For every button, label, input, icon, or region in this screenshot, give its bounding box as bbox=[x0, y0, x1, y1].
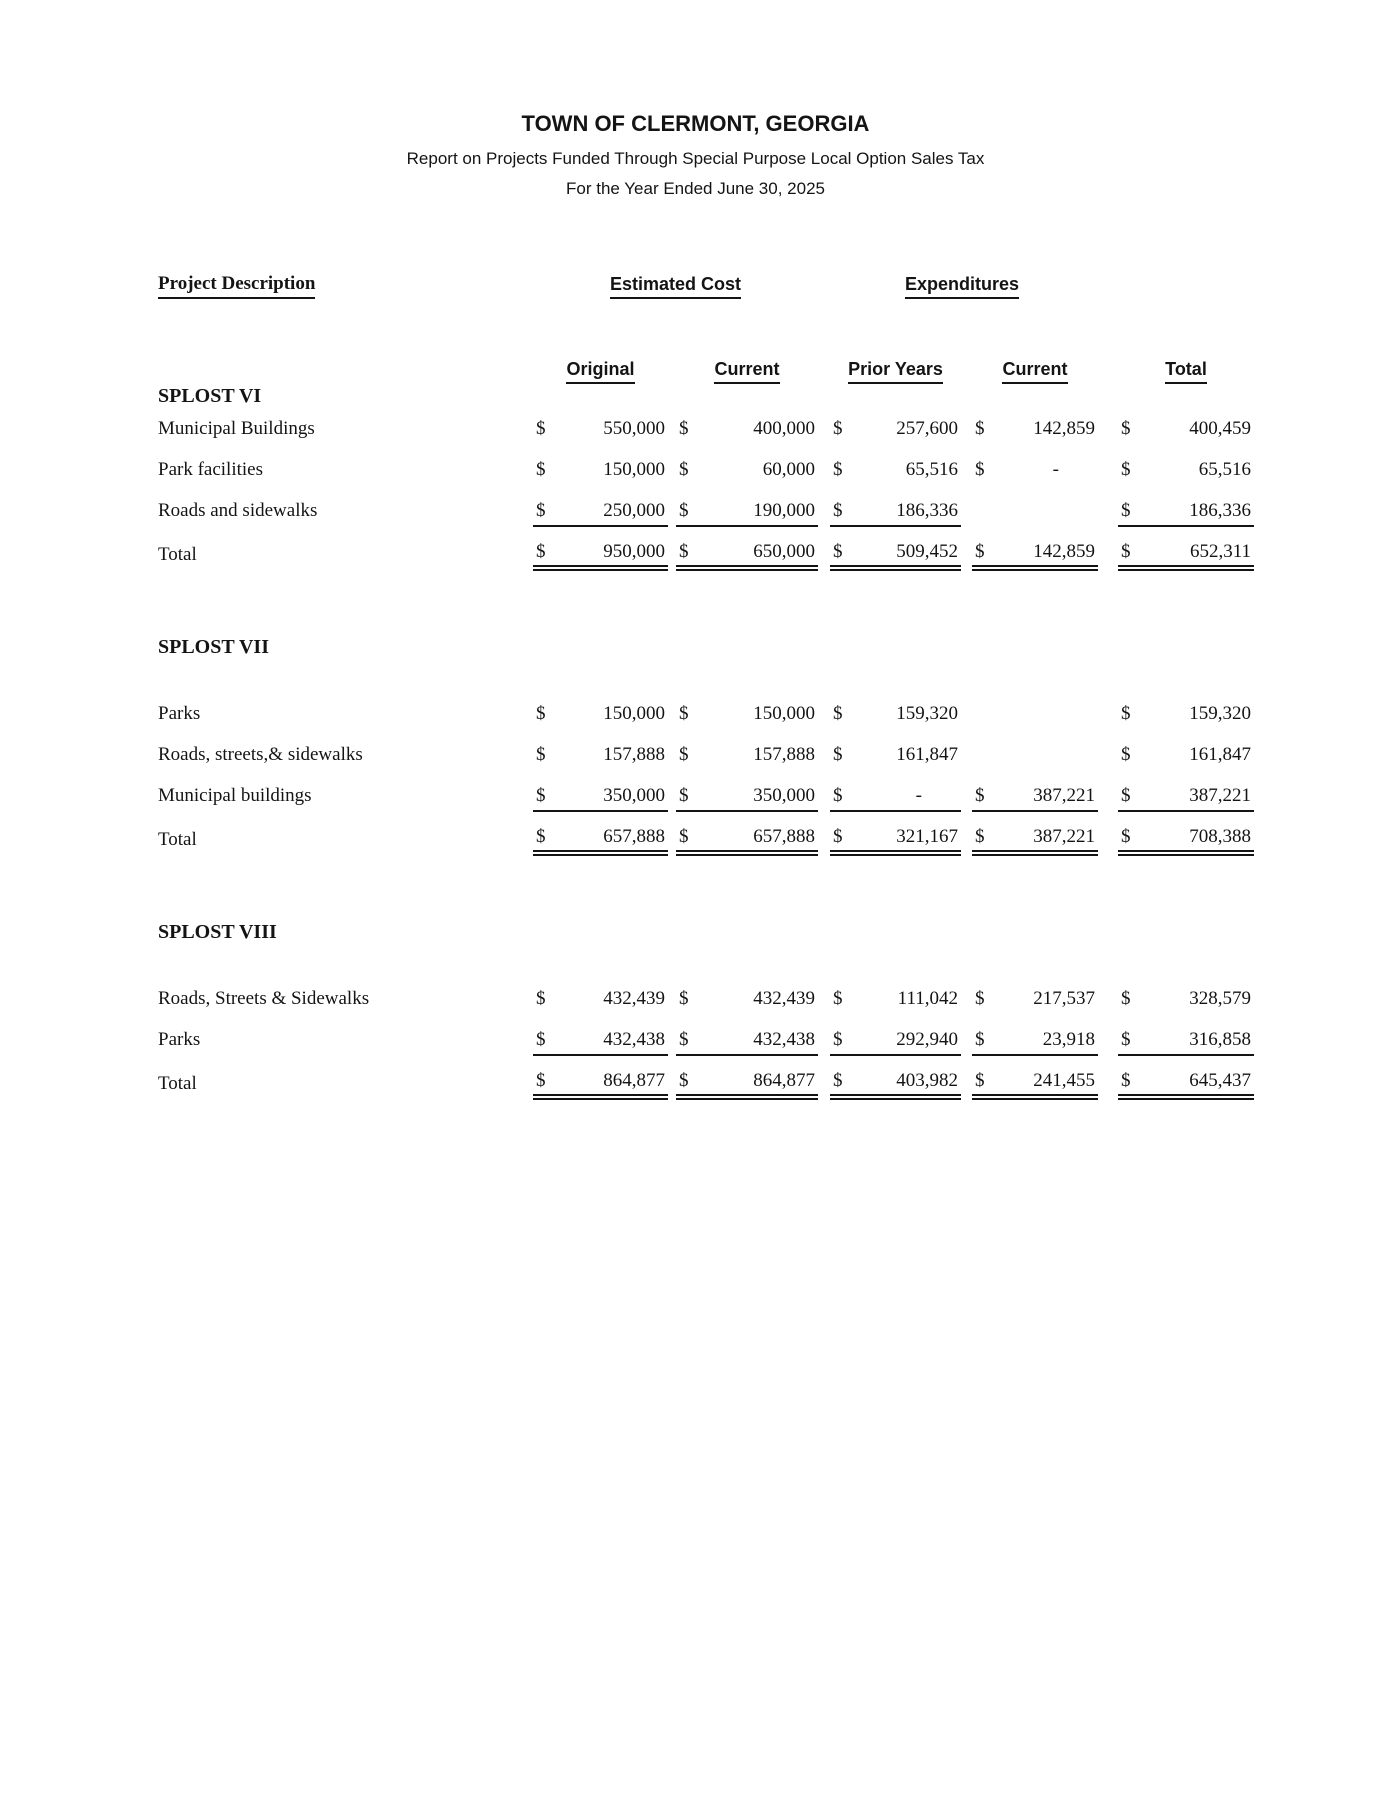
cell-value: 159,320 bbox=[896, 703, 958, 724]
amount bbox=[676, 418, 818, 445]
money-cell bbox=[1098, 826, 1254, 856]
section-title: SPLOST VI bbox=[158, 385, 262, 407]
column-header-current-exp: Current bbox=[961, 359, 1098, 384]
project-description-header: Project Description bbox=[158, 273, 533, 299]
currency-symbol: $ bbox=[833, 418, 843, 439]
money-cell bbox=[1098, 418, 1254, 445]
amount bbox=[972, 988, 1098, 1015]
amount bbox=[830, 744, 961, 771]
money-cell bbox=[533, 1070, 668, 1100]
total-row bbox=[158, 1070, 1254, 1100]
cell-value: 241,455 bbox=[1033, 1070, 1095, 1091]
table-row bbox=[158, 418, 1254, 445]
currency-symbol: $ bbox=[975, 785, 985, 806]
cell-value: 650,000 bbox=[753, 541, 815, 562]
currency-symbol: $ bbox=[536, 988, 546, 1009]
amount bbox=[676, 500, 818, 527]
column-header-original: Original bbox=[533, 359, 668, 384]
cell-value: 321,167 bbox=[896, 826, 958, 847]
total-row bbox=[158, 541, 1254, 571]
money-cell bbox=[668, 541, 818, 571]
table-row bbox=[158, 1029, 1254, 1056]
currency-symbol: $ bbox=[975, 541, 985, 562]
money-cell bbox=[961, 770, 1098, 771]
amount bbox=[1118, 744, 1254, 771]
currency-symbol: $ bbox=[536, 500, 546, 521]
money-cell bbox=[533, 1029, 668, 1056]
amount bbox=[676, 1029, 818, 1056]
currency-symbol: $ bbox=[679, 785, 689, 806]
cell-value: 23,918 bbox=[1042, 1029, 1095, 1050]
amount bbox=[1118, 500, 1254, 527]
row-label: Total bbox=[158, 829, 197, 850]
money-cell bbox=[533, 744, 668, 771]
money-cell bbox=[1098, 1029, 1254, 1056]
cell-value: 60,000 bbox=[762, 459, 815, 480]
currency-symbol: $ bbox=[975, 826, 985, 847]
currency-symbol: $ bbox=[833, 988, 843, 1009]
cell-value: 387,221 bbox=[1033, 785, 1095, 806]
amount bbox=[830, 988, 961, 1015]
row-label: Parks bbox=[158, 703, 201, 724]
amount bbox=[1118, 541, 1254, 571]
amount bbox=[533, 744, 668, 771]
cell-value: 292,940 bbox=[896, 1029, 958, 1050]
currency-symbol: $ bbox=[1121, 541, 1131, 562]
currency-symbol: $ bbox=[679, 826, 689, 847]
amount bbox=[533, 703, 668, 730]
cell-value: 387,221 bbox=[1189, 785, 1251, 806]
amount bbox=[533, 1070, 668, 1100]
amount bbox=[676, 826, 818, 856]
cell-value: 645,437 bbox=[1189, 1070, 1251, 1091]
table-row bbox=[158, 988, 1254, 1015]
currency-symbol: $ bbox=[679, 541, 689, 562]
amount bbox=[972, 1070, 1098, 1100]
column-header-current-est: Current bbox=[668, 359, 818, 384]
section-title-row bbox=[158, 920, 1254, 949]
money-cell bbox=[818, 500, 961, 527]
amount bbox=[676, 785, 818, 812]
currency-symbol: $ bbox=[536, 1029, 546, 1050]
currency-symbol: $ bbox=[1121, 703, 1131, 724]
group-header-row bbox=[158, 273, 1254, 299]
amount bbox=[830, 1029, 961, 1056]
currency-symbol: $ bbox=[679, 703, 689, 724]
blank-spacer bbox=[158, 949, 1254, 983]
row-label: Park facilities bbox=[158, 459, 263, 480]
amount bbox=[830, 1070, 961, 1100]
currency-symbol: $ bbox=[975, 1029, 985, 1050]
amount bbox=[676, 459, 818, 486]
currency-symbol: $ bbox=[833, 703, 843, 724]
money-cell bbox=[533, 418, 668, 445]
section-title: SPLOST VII bbox=[158, 636, 269, 658]
cell-value: 150,000 bbox=[603, 459, 665, 480]
cell-value: - bbox=[1052, 459, 1059, 480]
table-row bbox=[158, 744, 1254, 771]
currency-symbol: $ bbox=[975, 459, 985, 480]
money-cell bbox=[818, 988, 961, 1015]
total-row bbox=[158, 826, 1254, 856]
money-cell bbox=[961, 826, 1098, 856]
money-cell bbox=[533, 988, 668, 1015]
cell-value: 328,579 bbox=[1189, 988, 1251, 1009]
currency-symbol: $ bbox=[833, 459, 843, 480]
currency-symbol: $ bbox=[975, 418, 985, 439]
amount bbox=[830, 826, 961, 856]
currency-symbol: $ bbox=[833, 744, 843, 765]
amount bbox=[830, 500, 961, 527]
table-row bbox=[158, 459, 1254, 486]
amount bbox=[676, 541, 818, 571]
cell-value: 157,888 bbox=[753, 744, 815, 765]
currency-symbol: $ bbox=[679, 1029, 689, 1050]
currency-symbol: $ bbox=[536, 541, 546, 562]
currency-symbol: $ bbox=[536, 1070, 546, 1091]
amount bbox=[1118, 418, 1254, 445]
money-cell bbox=[1098, 459, 1254, 486]
amount bbox=[972, 459, 1098, 486]
cell-value: 150,000 bbox=[753, 703, 815, 724]
money-cell bbox=[1098, 541, 1254, 571]
currency-symbol: $ bbox=[1121, 988, 1131, 1009]
currency-symbol: $ bbox=[679, 1070, 689, 1091]
cell-value: 250,000 bbox=[603, 500, 665, 521]
currency-symbol: $ bbox=[536, 744, 546, 765]
currency-symbol: $ bbox=[1121, 785, 1131, 806]
money-cell bbox=[1098, 785, 1254, 812]
money-cell bbox=[533, 500, 668, 527]
currency-symbol: $ bbox=[1121, 744, 1131, 765]
currency-symbol: $ bbox=[679, 500, 689, 521]
money-cell bbox=[818, 826, 961, 856]
amount bbox=[533, 459, 668, 486]
currency-symbol: $ bbox=[833, 541, 843, 562]
cell-value: 403,982 bbox=[896, 1070, 958, 1091]
amount bbox=[1118, 1070, 1254, 1100]
money-cell bbox=[961, 418, 1098, 445]
money-cell bbox=[818, 418, 961, 445]
currency-symbol: $ bbox=[536, 459, 546, 480]
money-cell bbox=[961, 526, 1098, 527]
cell-value: 400,459 bbox=[1189, 418, 1251, 439]
cell-value: 350,000 bbox=[753, 785, 815, 806]
currency-symbol: $ bbox=[833, 500, 843, 521]
amount bbox=[1118, 826, 1254, 856]
estimated-cost-header: Estimated Cost bbox=[533, 274, 818, 299]
amount bbox=[533, 826, 668, 856]
amount bbox=[1118, 785, 1254, 812]
amount bbox=[533, 418, 668, 445]
money-cell bbox=[818, 1070, 961, 1100]
cell-value: 550,000 bbox=[603, 418, 665, 439]
cell-value: 142,859 bbox=[1033, 418, 1095, 439]
document-subtitle: Report on Projects Funded Through Special Purpose Local Option Sales Tax bbox=[406, 149, 985, 168]
cell-value: 190,000 bbox=[753, 500, 815, 521]
money-cell bbox=[961, 459, 1098, 486]
currency-symbol: $ bbox=[1121, 459, 1131, 480]
money-cell bbox=[1098, 703, 1254, 730]
currency-symbol: $ bbox=[833, 1029, 843, 1050]
document-period: For the Year Ended June 30, 2025 bbox=[566, 179, 825, 198]
cell-value: 150,000 bbox=[603, 703, 665, 724]
cell-value: 257,600 bbox=[896, 418, 958, 439]
cell-value: 142,859 bbox=[1033, 541, 1095, 562]
blank-spacer bbox=[158, 664, 1254, 698]
table-body bbox=[158, 384, 1254, 1100]
money-cell bbox=[1098, 1070, 1254, 1100]
money-cell bbox=[668, 459, 818, 486]
section-title-row bbox=[158, 384, 1254, 413]
table-row bbox=[158, 785, 1254, 812]
cell-value: 161,847 bbox=[1189, 744, 1251, 765]
cell-value: 708,388 bbox=[1189, 826, 1251, 847]
money-cell bbox=[533, 703, 668, 730]
currency-symbol: $ bbox=[679, 459, 689, 480]
row-label: Roads and sidewalks bbox=[158, 500, 318, 521]
amount bbox=[676, 1070, 818, 1100]
cell-value: - bbox=[915, 785, 922, 806]
row-label: Municipal buildings bbox=[158, 785, 312, 806]
cell-value: 432,438 bbox=[603, 1029, 665, 1050]
amount bbox=[533, 541, 668, 571]
cell-value: 432,438 bbox=[753, 1029, 815, 1050]
amount bbox=[533, 988, 668, 1015]
cell-value: 432,439 bbox=[603, 988, 665, 1009]
money-cell bbox=[961, 785, 1098, 812]
cell-value: 950,000 bbox=[603, 541, 665, 562]
money-cell bbox=[668, 826, 818, 856]
currency-symbol: $ bbox=[536, 418, 546, 439]
money-cell bbox=[533, 541, 668, 571]
column-header-row bbox=[158, 359, 1254, 384]
cell-value: 657,888 bbox=[603, 826, 665, 847]
table-row bbox=[158, 500, 1254, 527]
row-label: Municipal Buildings bbox=[158, 418, 315, 439]
currency-symbol: $ bbox=[536, 703, 546, 724]
cell-value: 864,877 bbox=[603, 1070, 665, 1091]
money-cell bbox=[818, 459, 961, 486]
cell-value: 186,336 bbox=[1189, 500, 1251, 521]
currency-symbol: $ bbox=[833, 1070, 843, 1091]
amount bbox=[533, 1029, 668, 1056]
money-cell bbox=[961, 1029, 1098, 1056]
amount bbox=[1118, 703, 1254, 730]
amount bbox=[1118, 988, 1254, 1015]
amount bbox=[676, 988, 818, 1015]
money-cell bbox=[533, 826, 668, 856]
section-title: SPLOST VIII bbox=[158, 921, 277, 943]
amount bbox=[533, 500, 668, 527]
currency-symbol: $ bbox=[679, 418, 689, 439]
money-cell bbox=[668, 418, 818, 445]
cell-value: 186,336 bbox=[896, 500, 958, 521]
money-cell bbox=[818, 703, 961, 730]
currency-symbol: $ bbox=[536, 826, 546, 847]
amount bbox=[830, 418, 961, 445]
amount bbox=[533, 785, 668, 812]
money-cell bbox=[1098, 744, 1254, 771]
money-cell bbox=[668, 500, 818, 527]
money-cell bbox=[668, 785, 818, 812]
money-cell bbox=[961, 541, 1098, 571]
amount bbox=[972, 541, 1098, 571]
cell-value: 400,000 bbox=[753, 418, 815, 439]
document-header bbox=[0, 0, 1391, 201]
amount bbox=[830, 785, 961, 812]
money-cell bbox=[961, 729, 1098, 730]
cell-value: 316,858 bbox=[1189, 1029, 1251, 1050]
money-cell bbox=[668, 988, 818, 1015]
money-cell bbox=[533, 785, 668, 812]
currency-symbol: $ bbox=[1121, 500, 1131, 521]
cell-value: 432,439 bbox=[753, 988, 815, 1009]
amount bbox=[1118, 459, 1254, 486]
amount bbox=[1118, 1029, 1254, 1056]
currency-symbol: $ bbox=[833, 785, 843, 806]
money-cell bbox=[668, 1029, 818, 1056]
section-title-row bbox=[158, 635, 1254, 664]
currency-symbol: $ bbox=[1121, 1070, 1131, 1091]
money-cell bbox=[533, 459, 668, 486]
amount bbox=[972, 785, 1098, 812]
row-label: Total bbox=[158, 544, 197, 565]
column-header-prior-years: Prior Years bbox=[818, 359, 961, 384]
row-label: Total bbox=[158, 1073, 197, 1094]
currency-symbol: $ bbox=[1121, 1029, 1131, 1050]
amount bbox=[830, 459, 961, 486]
money-cell bbox=[668, 744, 818, 771]
money-cell bbox=[1098, 988, 1254, 1015]
currency-symbol: $ bbox=[833, 826, 843, 847]
amount bbox=[972, 1029, 1098, 1056]
cell-value: 350,000 bbox=[603, 785, 665, 806]
cell-value: 65,516 bbox=[1198, 459, 1251, 480]
money-cell bbox=[818, 1029, 961, 1056]
currency-symbol: $ bbox=[975, 988, 985, 1009]
cell-value: 864,877 bbox=[753, 1070, 815, 1091]
splost-report-table bbox=[158, 273, 1254, 1100]
cell-value: 657,888 bbox=[753, 826, 815, 847]
row-label: Roads, streets,& sidewalks bbox=[158, 744, 363, 765]
amount bbox=[972, 826, 1098, 856]
table-row bbox=[158, 703, 1254, 730]
column-header-total: Total bbox=[1098, 359, 1254, 384]
currency-symbol: $ bbox=[975, 1070, 985, 1091]
cell-value: 111,042 bbox=[897, 988, 958, 1009]
amount bbox=[830, 703, 961, 730]
money-cell bbox=[961, 988, 1098, 1015]
cell-value: 65,516 bbox=[905, 459, 958, 480]
row-label: Roads, Streets & Sidewalks bbox=[158, 988, 370, 1009]
currency-symbol: $ bbox=[679, 988, 689, 1009]
amount bbox=[972, 418, 1098, 445]
money-cell bbox=[818, 785, 961, 812]
currency-symbol: $ bbox=[536, 785, 546, 806]
cell-value: 652,311 bbox=[1189, 541, 1251, 562]
cell-value: 387,221 bbox=[1033, 826, 1095, 847]
amount bbox=[676, 744, 818, 771]
document-title: TOWN OF CLERMONT, GEORGIA bbox=[521, 111, 870, 136]
cell-value: 157,888 bbox=[603, 744, 665, 765]
money-cell bbox=[668, 703, 818, 730]
cell-value: 161,847 bbox=[896, 744, 958, 765]
cell-value: 217,537 bbox=[1033, 988, 1095, 1009]
cell-value: 509,452 bbox=[896, 541, 958, 562]
cell-value: 159,320 bbox=[1189, 703, 1251, 724]
money-cell bbox=[668, 1070, 818, 1100]
money-cell bbox=[961, 1070, 1098, 1100]
money-cell bbox=[818, 541, 961, 571]
currency-symbol: $ bbox=[679, 744, 689, 765]
currency-symbol: $ bbox=[1121, 826, 1131, 847]
money-cell bbox=[818, 744, 961, 771]
row-label: Parks bbox=[158, 1029, 201, 1050]
amount bbox=[676, 703, 818, 730]
currency-symbol: $ bbox=[1121, 418, 1131, 439]
amount bbox=[830, 541, 961, 571]
expenditures-header: Expenditures bbox=[818, 274, 1098, 299]
money-cell bbox=[1098, 500, 1254, 527]
